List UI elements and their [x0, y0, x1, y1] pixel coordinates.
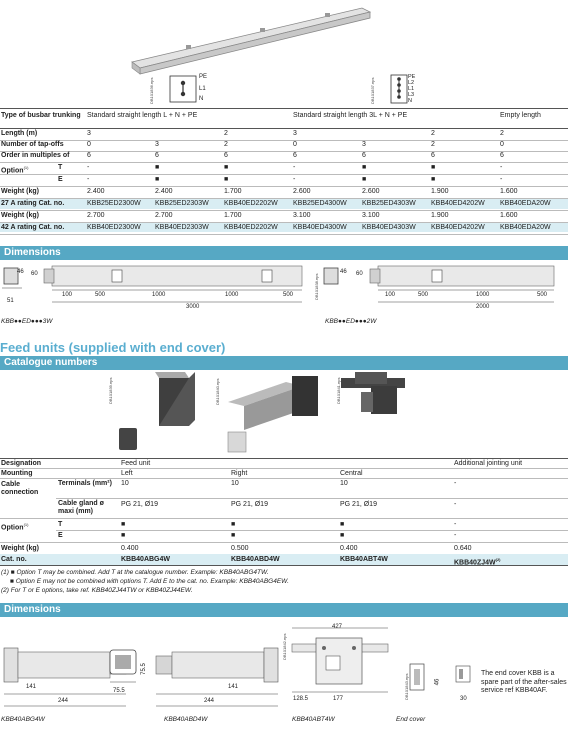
footnote: (2) For T or E options, take ref. KBB40ZJ44TW or KBB40ZJ44EW. [1, 587, 193, 594]
table-cell: KBB40EDA20W [500, 224, 551, 231]
option-e-label: E [58, 532, 63, 539]
weight-value: 0.500 [231, 545, 249, 552]
row-label: Weight (kg) [1, 188, 39, 195]
table-cell: ■ [155, 164, 160, 171]
mounting-label: Mounting [1, 470, 33, 477]
section-title: Dimensions [4, 604, 61, 615]
photo-ref: DB101841.eps [336, 377, 341, 404]
drawing-caption: End cover [396, 716, 426, 723]
table-cell: 2.600 [293, 188, 311, 195]
section-heading: Feed units (supplied with end cover) [0, 340, 226, 355]
table-cell: 2 [224, 141, 228, 148]
option-label [1, 521, 28, 532]
table-cell: 3 [293, 130, 297, 137]
l2-label: L2 [408, 80, 415, 86]
group-header: Empty length [500, 112, 541, 119]
table-cell: KBB40ED4300W [293, 224, 347, 231]
group-header: Standard straight length 3L + N + PE [293, 112, 408, 119]
option-sub-label: T [58, 164, 63, 171]
option-t-value: - [454, 521, 457, 528]
table-cell: 6 [87, 152, 91, 159]
row-label: Length (m) [1, 130, 38, 137]
table-cell: 1.700 [224, 188, 242, 195]
row-divider [0, 186, 568, 187]
table-cell: ■ [431, 164, 436, 171]
dim-label: 141 [228, 684, 239, 690]
table-cell: 2.400 [87, 188, 105, 195]
table-cell: - [500, 164, 503, 171]
dim-label: 500 [283, 292, 294, 298]
row-divider [0, 210, 568, 211]
option-label-text: Option [1, 524, 24, 532]
table-cell: 6 [224, 152, 228, 159]
drawing-end-cover [410, 660, 480, 710]
feed-unit-header: Feed unit [121, 460, 151, 467]
dim-label: 30 [460, 696, 467, 702]
table-cell: 2.700 [87, 212, 105, 219]
option-e-value: ■ [231, 532, 236, 539]
table-cell: 1.700 [224, 212, 242, 219]
table-cell: 1.600 [500, 212, 518, 219]
weight-value: 0.640 [454, 545, 472, 552]
footnote: ■ Option E may not be combined with options T. Add E to the cat. no. Example: KBB40ABG4EW. [10, 578, 289, 585]
dim-label: 177 [333, 696, 344, 702]
cable-label: Cable connection [1, 481, 39, 496]
footnote-ref: (1) [23, 522, 29, 527]
drawing-ref: DB101842.eps [282, 633, 287, 660]
option-t-value: ■ [231, 521, 236, 528]
l1-label: L1 [408, 86, 415, 92]
row-divider [0, 234, 568, 235]
table-cell: - [500, 176, 503, 183]
weight-label: Weight (kg) [1, 545, 39, 552]
cat-value: KBB40ABD4W [231, 556, 280, 563]
mounting-value: Right [231, 470, 248, 477]
designation-label: Designation [1, 460, 42, 467]
option-t-label: T [58, 521, 63, 528]
table-cell: KBB25ED2300W [87, 200, 141, 207]
dim-label: 244 [58, 698, 69, 704]
footnote-ref: (1) [23, 165, 29, 170]
section-band [0, 246, 568, 260]
section-band [0, 356, 568, 370]
gland-value: PG 21, Ø19 [121, 501, 158, 508]
table-cell: 2 [500, 130, 504, 137]
table-cell: 0 [293, 141, 297, 148]
dim-label: 75.5 [140, 663, 147, 675]
dim-label: 46 [434, 678, 441, 686]
dim-label: 244 [204, 698, 215, 704]
table-cell: - [293, 164, 296, 171]
table-cell: ■ [224, 164, 229, 171]
dim-label: 2000 [476, 304, 490, 310]
diagram-ref: DB101837.eps [370, 77, 375, 104]
end-cover-note: The end cover KBB is a spare part of the after-sales service ref KBB40AF. [481, 670, 567, 694]
dim-label: 46 [17, 269, 24, 275]
table-cell: KBB40ED2300W [87, 224, 141, 231]
table-cell: - [293, 176, 296, 183]
table-cell: 2.600 [362, 188, 380, 195]
row-label: 27 A rating Cat. no. [1, 200, 65, 207]
table-cell: 3 [155, 141, 159, 148]
l1-label: L1 [199, 86, 206, 92]
gland-value: PG 21, Ø19 [231, 501, 268, 508]
option-t-value: ■ [340, 521, 345, 528]
dim-label: 51 [7, 298, 14, 304]
feed-unit-central-photo [341, 372, 421, 432]
table-cell: ■ [155, 176, 160, 183]
drawing-caption: KBB●●ED●●●3W [1, 318, 53, 325]
group-header: Standard straight length L + N + PE [87, 112, 198, 119]
drawing-caption: KBB40ABG4W [1, 716, 45, 723]
drawing-caption: KBB●●ED●●●2W [325, 318, 377, 325]
weight-value: 0.400 [121, 545, 139, 552]
terminals-value: 10 [121, 480, 129, 487]
terminals-label: Terminals (mm²) [58, 480, 112, 487]
table-cell: 2 [431, 130, 435, 137]
option-t-value: ■ [121, 521, 126, 528]
table-cell: KBB40EDA20W [500, 200, 551, 207]
drawing-ref: DB101838.eps [314, 273, 319, 300]
pe-label: PE [408, 74, 416, 80]
table-cell: 3 [362, 141, 366, 148]
row-label: 42 A rating Cat. no. [1, 224, 65, 231]
dim-label: 500 [418, 292, 429, 298]
section-band [0, 603, 568, 617]
drawing-caption: KBB40ABT4W [292, 716, 335, 723]
table-cell: 2.400 [155, 188, 173, 195]
additional-header: Additional jointing unit [454, 460, 523, 467]
gland-value: PG 21, Ø19 [340, 501, 377, 508]
dim-label: 1000 [476, 292, 490, 298]
cat-value: KBB40ABG4W [121, 556, 171, 563]
drawing-ref: DB101843.eps [404, 673, 409, 700]
terminals-value: 10 [231, 480, 239, 487]
table-cell: ■ [431, 176, 436, 183]
table-header-label: Type of busbar trunking [1, 112, 81, 119]
n-label: N [408, 98, 412, 104]
terminals-value: 10 [340, 480, 348, 487]
table-cell: 6 [500, 152, 504, 159]
dim-label: 100 [385, 292, 396, 298]
dim-label: 500 [537, 292, 548, 298]
pe-label: PE [199, 74, 208, 80]
dim-label: 128.5 [293, 696, 309, 702]
n-label: N [199, 96, 204, 102]
table-cell: 2 [224, 130, 228, 137]
brand-label: canalis [131, 404, 138, 424]
table-cell: 3 [87, 130, 91, 137]
dim-label: 60 [31, 271, 38, 277]
drawing-end-view [108, 648, 148, 718]
table-cell: 6 [155, 152, 159, 159]
table-cell: 2 [431, 141, 435, 148]
table-cell: 1.900 [431, 212, 449, 219]
table-cell: 6 [431, 152, 435, 159]
table-cell: KBB40ED2303W [155, 224, 209, 231]
dim-label: 60 [356, 271, 363, 277]
table-cell: 6 [362, 152, 366, 159]
row-divider [0, 222, 568, 223]
footnote: (1) ■ Option T may be combined. Add T at the catalogue number. Example: KBB40ABG4TW. [1, 569, 269, 576]
row-divider [0, 140, 568, 141]
dim-label: 3000 [186, 304, 200, 310]
table-cell: KBB25ED4300W [293, 200, 347, 207]
l3-label: L3 [408, 92, 415, 98]
busbar-illustration [0, 0, 568, 80]
option-sub-label: E [58, 176, 63, 183]
table-cell: KBB40ED4202W [431, 200, 485, 207]
table-cell: KBB40ED2202W [224, 224, 278, 231]
weight-value: 0.400 [340, 545, 358, 552]
table-cell: 1.900 [431, 188, 449, 195]
table-cell: KBB40ED2202W [224, 200, 278, 207]
phase-diagram-1 [170, 76, 200, 104]
cat-value-text: KBB40ZJ4W [454, 559, 496, 567]
table-cell: 3.100 [293, 212, 311, 219]
dim-label: 1000 [152, 292, 166, 298]
table-cell: 0 [500, 141, 504, 148]
row-label: Number of tap-offs [1, 141, 64, 148]
table-cell: KBB40ED4202W [431, 224, 485, 231]
dim-label: 46 [340, 269, 347, 275]
dim-label: 100 [62, 292, 73, 298]
photo-ref: DB101839.eps [108, 377, 113, 404]
gland-value: - [454, 501, 457, 508]
table-cell: KBB25ED2303W [155, 200, 209, 207]
row-label: Option$^{(1)}$ [1, 165, 29, 175]
row-divider [0, 174, 568, 175]
option-e-value: ■ [121, 532, 126, 539]
gland-label: Cable gland ø maxi (mm) [58, 500, 104, 515]
row-label: Order in multiples of [1, 152, 70, 159]
diagram-ref: DB101836.eps [149, 77, 154, 104]
table-cell: 6 [293, 152, 297, 159]
table-cell: - [87, 176, 90, 183]
row-label: Weight (kg) [1, 212, 39, 219]
table-cell: 2.700 [155, 212, 173, 219]
table-cell: KBB25ED4303W [362, 200, 416, 207]
table-cell: 3.100 [362, 212, 380, 219]
mounting-value: Left [121, 470, 133, 477]
option-e-value: ■ [340, 532, 345, 539]
row-divider [0, 162, 568, 163]
dim-label: 427 [332, 624, 343, 630]
mounting-value: Central [340, 470, 363, 477]
table-cell: - [87, 164, 90, 171]
option-e-value: - [454, 532, 457, 539]
row-divider [0, 151, 568, 152]
table-cell: KBB40ED4303W [362, 224, 416, 231]
dim-label: 141 [26, 684, 37, 690]
dim-label: 500 [95, 292, 106, 298]
cat-label: Cat. no. [1, 556, 27, 563]
drawing-kbb40abd4w [152, 630, 292, 710]
terminals-value: - [454, 480, 457, 487]
dim-label: 1000 [225, 292, 239, 298]
section-title: Dimensions [4, 247, 61, 258]
feed-unit-right-photo [222, 372, 332, 462]
drawing-caption: KBB40ABD4W [164, 716, 208, 723]
section-title: Catalogue numbers [4, 357, 98, 368]
phase-diagram-2 [391, 75, 421, 105]
table-cell: ■ [224, 176, 229, 183]
table-cell: ■ [362, 164, 367, 171]
photo-ref: DB101840.eps [215, 378, 220, 405]
row-divider [0, 198, 568, 199]
dim-label: 75.5 [113, 688, 125, 694]
table-cell: ■ [362, 176, 367, 183]
table-cell: 0 [87, 141, 91, 148]
footnote-ref: (2) [495, 557, 501, 562]
cat-value: KBB40ABT4W [340, 556, 388, 563]
table-cell: 1.600 [500, 188, 518, 195]
